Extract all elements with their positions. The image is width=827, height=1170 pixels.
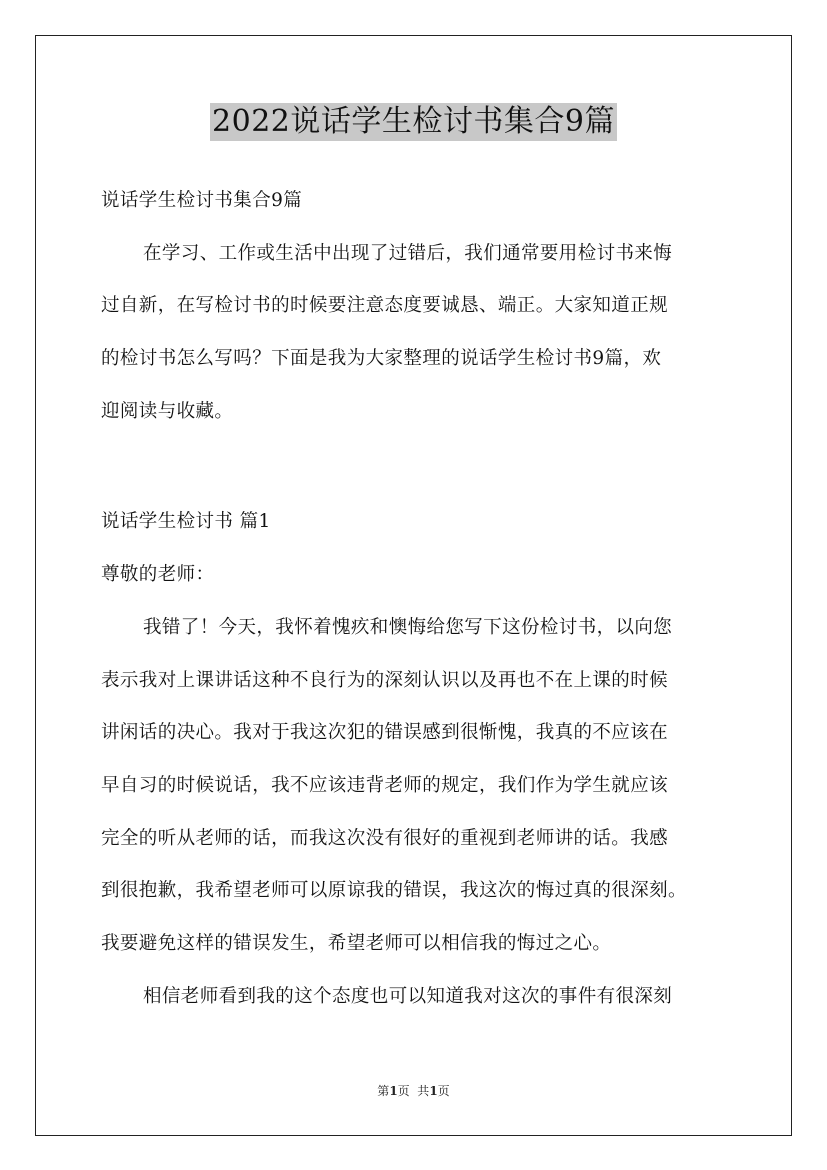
page-footer: [0, 1083, 827, 1099]
paragraph1-line-3: 讲闲话的决心。我对于我这次犯的错误感到很惭愧，我真的不应该在: [101, 722, 669, 744]
document-title: 2022说话学生检讨书集合9篇: [212, 104, 615, 139]
intro-line-2: 过自新，在写检讨书的时候要注意态度要诚恳、端正。大家知道正规: [101, 295, 669, 317]
intro-line-1: 在学习、工作或生活中出现了过错后，我们通常要用检讨书来悔: [143, 242, 673, 264]
footer-page-number: 1: [389, 1084, 398, 1098]
footer-page-total: 1: [429, 1084, 438, 1098]
paragraph1-line-1: 我错了！今天，我怀着愧疚和懊悔给您写下这份检讨书，以向您: [143, 616, 673, 638]
footer-page-prefix: 第: [377, 1084, 390, 1098]
document-body: [101, 175, 729, 1023]
salutation: 尊敬的老师：: [101, 564, 215, 586]
intro-line-4: 迎阅读与收藏。: [101, 400, 234, 422]
title-container: [0, 103, 827, 141]
intro-line-3: 的检讨书怎么写吗？下面是我为大家整理的说话学生检讨书9篇，欢: [101, 348, 662, 370]
intro-heading: 说话学生检讨书集合9篇: [101, 190, 303, 211]
paragraph1-line-5: 完全的听从老师的话，而我这次没有很好的重视到老师讲的话。我感: [101, 827, 669, 849]
section-gap: [101, 438, 729, 496]
footer-page-suffix: 页: [437, 1084, 450, 1098]
paragraph2-line-1: 相信老师看到我的这个态度也可以知道我对这次的事件有很深刻: [143, 985, 673, 1007]
section-heading: 说话学生检讨书 篇1: [101, 511, 271, 533]
footer-page-mid: 页 共: [397, 1084, 430, 1098]
paragraph1-line-6: 到很抱歉，我希望老师可以原谅我的错误，我这次的悔过真的很深刻。: [101, 880, 687, 902]
paragraph1-line-2: 表示我对上课讲话这种不良行为的深刻认识以及再也不在上课的时候: [101, 669, 669, 691]
paragraph1-line-4: 早自习的时候说话，我不应该违背老师的规定，我们作为学生就应该: [101, 774, 669, 796]
paragraph1-line-7: 我要避免这样的错误发生，希望老师可以相信我的悔过之心。: [101, 932, 612, 954]
